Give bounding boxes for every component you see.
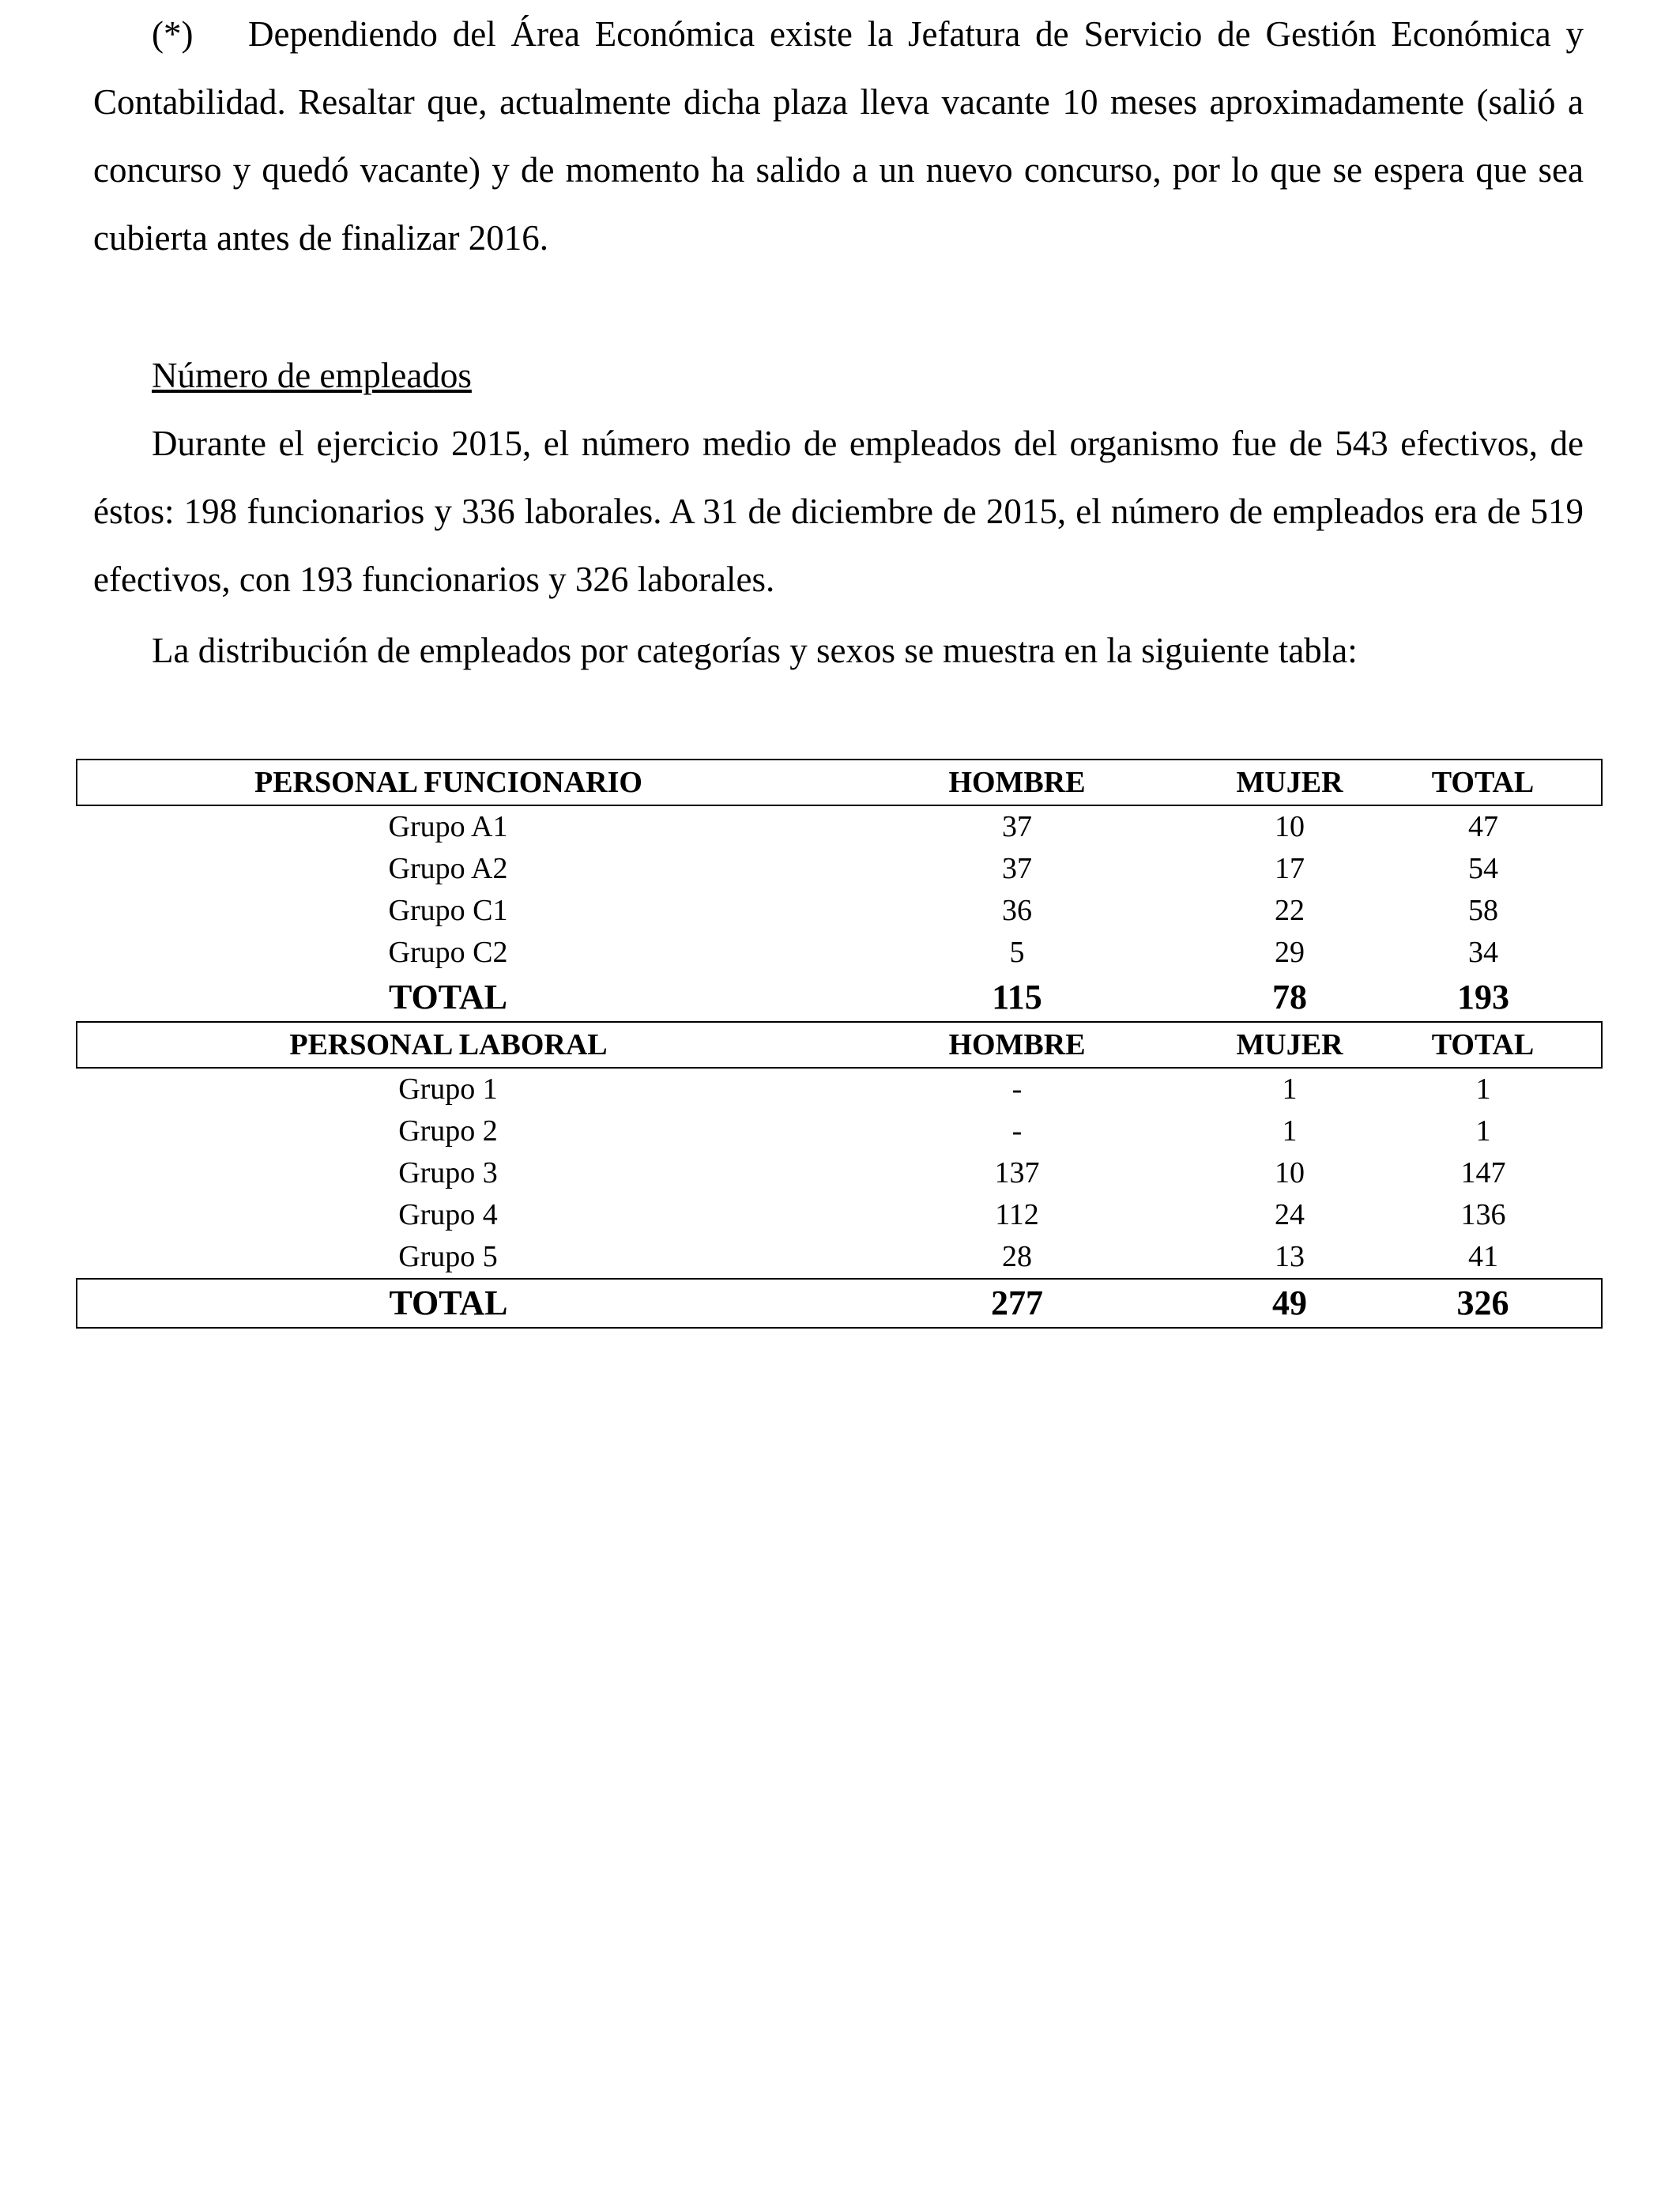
total-cell: 54 — [1468, 852, 1498, 885]
total-cell: 147 — [1460, 1156, 1506, 1189]
women-cell: 29 — [1275, 936, 1305, 969]
employees-paragraph: Durante el ejercicio 2015, el número medio de empleados del organismo fue de 543 efectivos, de éstos: 198 funcionarios y 336 laborales. A 31 de diciembre de 2015, el número de empleados era de 519 efectivos, con 193 funcionarios y 326 laborales. — [93, 424, 1584, 599]
table-row — [77, 1068, 1602, 1110]
men-cell: - — [1011, 1072, 1023, 1106]
table-row — [77, 1152, 1602, 1194]
table-row — [77, 1110, 1602, 1152]
footnote-marker: (*) — [152, 14, 194, 54]
men-cell: 28 — [1002, 1240, 1032, 1273]
header-cell: MUJER — [1215, 1022, 1365, 1068]
table-row — [77, 805, 1602, 848]
header-cell: PERSONAL LABORAL — [77, 1022, 819, 1068]
group-cell: Grupo 4 — [398, 1198, 498, 1231]
women-total-cell: 49 — [1215, 1279, 1365, 1328]
women-total-cell: 78 — [1272, 978, 1307, 1016]
group-cell: Grupo A2 — [388, 852, 508, 885]
women-cell: 10 — [1275, 1156, 1305, 1189]
total-cell: 1 — [1475, 1114, 1491, 1148]
header-cell: HOMBRE — [819, 1022, 1215, 1068]
table-row — [77, 1236, 1602, 1279]
group-cell: Grupo 1 — [398, 1072, 498, 1106]
women-cell: 22 — [1275, 894, 1305, 927]
group-cell: Grupo 2 — [398, 1114, 498, 1148]
total-cell: 41 — [1468, 1240, 1498, 1273]
header-cell: MUJER — [1215, 760, 1365, 805]
group-cell: Grupo A1 — [388, 810, 508, 843]
men-cell: 37 — [1002, 852, 1032, 885]
women-cell: 10 — [1275, 810, 1305, 843]
table-row — [77, 932, 1602, 974]
men-total-cell: 115 — [992, 978, 1042, 1016]
women-cell: 13 — [1275, 1240, 1305, 1273]
men-cell: - — [1011, 1114, 1023, 1148]
funcionario-header-row — [77, 760, 1602, 805]
funcionario-total-row — [77, 974, 1602, 1022]
total-cell: 136 — [1460, 1198, 1506, 1231]
group-cell: Grupo C2 — [388, 936, 508, 969]
men-cell: 112 — [995, 1198, 1039, 1231]
intro-text: Dependiendo del Área Económica existe la Jefatura de Servicio de Gestión Económica y Contabilidad. Resaltar que, actualmente dicha plaza lleva vacante 10 meses aproximadamente (salió a concurso y quedó vacante) y de momento ha salido a un nuevo concurso, por lo que se espera que sea cubierta antes de finalizar 2016. — [93, 14, 1584, 258]
employees-table — [76, 759, 1603, 1329]
header-cell: HOMBRE — [819, 760, 1215, 805]
total-cell: 1 — [1475, 1072, 1491, 1106]
header-cell: TOTAL — [1365, 1022, 1602, 1068]
table-row — [77, 890, 1602, 932]
group-cell: Grupo 5 — [398, 1240, 498, 1273]
laboral-total-row — [77, 1279, 1602, 1328]
women-cell: 1 — [1282, 1114, 1298, 1148]
total-label-cell: TOTAL — [389, 978, 507, 1016]
men-cell: 5 — [1009, 936, 1025, 969]
total-cell: 34 — [1468, 936, 1498, 969]
intro-paragraph — [93, 0, 1584, 272]
women-cell: 17 — [1275, 852, 1305, 885]
header-cell: PERSONAL FUNCIONARIO — [77, 760, 819, 805]
header-cell: TOTAL — [1365, 760, 1602, 805]
table-row — [77, 848, 1602, 890]
table-row — [77, 1194, 1602, 1236]
women-cell: 1 — [1282, 1072, 1298, 1106]
laboral-header-row — [77, 1022, 1602, 1068]
total-label-cell: TOTAL — [77, 1279, 819, 1328]
total-cell: 58 — [1468, 894, 1498, 927]
group-cell: Grupo 3 — [398, 1156, 498, 1189]
group-cell: Grupo C1 — [388, 894, 508, 927]
section-heading: Número de empleados — [152, 356, 472, 395]
women-cell: 24 — [1275, 1198, 1305, 1231]
men-cell: 36 — [1002, 894, 1032, 927]
distribution-paragraph: La distribución de empleados por categorías y sexos se muestra en la siguiente tabla: — [152, 631, 1358, 670]
men-cell: 37 — [1002, 810, 1032, 843]
grand-total-cell: 193 — [1457, 978, 1509, 1016]
total-cell: 47 — [1468, 810, 1498, 843]
men-total-cell: 277 — [819, 1279, 1215, 1328]
grand-total-cell: 326 — [1365, 1279, 1602, 1328]
men-cell: 137 — [994, 1156, 1040, 1189]
